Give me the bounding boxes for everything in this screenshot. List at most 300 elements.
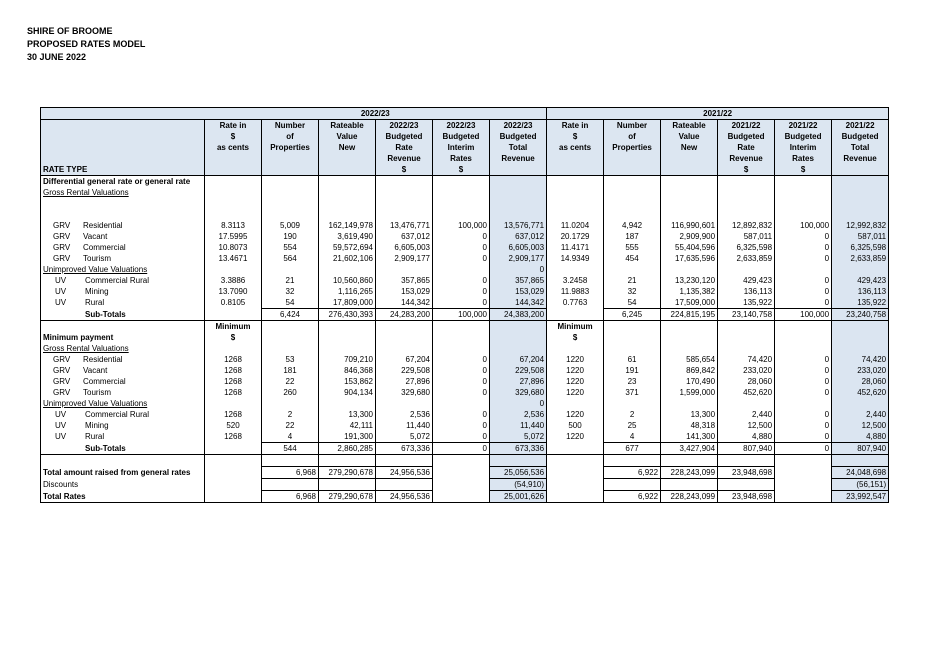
value-cell: 0 bbox=[775, 231, 832, 242]
subtotal-value: 23,140,758 bbox=[718, 309, 775, 321]
value-cell: 12,500 bbox=[832, 420, 889, 431]
value-cell bbox=[661, 398, 718, 409]
value-cell: 2,440 bbox=[832, 409, 889, 420]
value-cell bbox=[262, 264, 319, 275]
value-cell: 135,922 bbox=[832, 297, 889, 309]
value-cell bbox=[661, 264, 718, 275]
year-header-row bbox=[41, 108, 889, 120]
value-cell: 869,842 bbox=[661, 365, 718, 376]
column-heading: Total bbox=[832, 142, 889, 153]
value-cell: 6,325,598 bbox=[718, 242, 775, 253]
empty-cell bbox=[319, 455, 376, 467]
column-heading: $ bbox=[775, 164, 832, 176]
section-cell bbox=[433, 332, 490, 343]
empty-cell bbox=[490, 455, 547, 467]
value-cell: 3.2458 bbox=[547, 275, 604, 286]
value-cell: 709,210 bbox=[319, 354, 376, 365]
rate-code: UV bbox=[55, 421, 67, 430]
value-cell: 4 bbox=[604, 431, 661, 443]
column-heading: Rates bbox=[433, 153, 490, 164]
value-cell: 520 bbox=[205, 420, 262, 431]
row-label bbox=[41, 297, 205, 309]
value-cell: 1220 bbox=[547, 354, 604, 365]
row-label bbox=[41, 286, 205, 297]
value-cell: 0 bbox=[775, 253, 832, 264]
row-label bbox=[41, 365, 205, 376]
empty-cell bbox=[775, 187, 832, 198]
value-cell: 0 bbox=[775, 387, 832, 398]
subtotal-value bbox=[547, 443, 604, 455]
column-heading bbox=[205, 164, 262, 176]
empty-cell bbox=[376, 455, 433, 467]
section-cell bbox=[262, 321, 319, 333]
value-cell: 191 bbox=[604, 365, 661, 376]
column-heading: Total bbox=[490, 142, 547, 153]
value-cell bbox=[547, 398, 604, 409]
column-heading bbox=[547, 164, 604, 176]
empty-cell bbox=[490, 343, 547, 354]
value-cell: 22 bbox=[262, 420, 319, 431]
empty-cell bbox=[490, 198, 547, 209]
value-cell: 13,230,120 bbox=[661, 275, 718, 286]
value-cell bbox=[718, 264, 775, 275]
value-cell: 233,020 bbox=[832, 365, 889, 376]
column-heading: Rate in bbox=[547, 120, 604, 132]
empty-cell bbox=[319, 198, 376, 209]
section-cell: Minimum bbox=[547, 321, 604, 333]
column-heading: 2022/23 bbox=[490, 120, 547, 132]
empty-cell bbox=[205, 187, 262, 198]
value-cell: 2,440 bbox=[718, 409, 775, 420]
value-cell bbox=[262, 398, 319, 409]
empty-cell bbox=[661, 198, 718, 209]
value-cell: 0 bbox=[433, 286, 490, 297]
value-cell: 0 bbox=[433, 354, 490, 365]
rate-row bbox=[41, 354, 889, 365]
rate-name: Tourism bbox=[83, 388, 112, 397]
column-heading bbox=[490, 164, 547, 176]
empty-cell bbox=[262, 198, 319, 209]
value-cell: 5,009 bbox=[262, 220, 319, 231]
empty-cell bbox=[376, 187, 433, 198]
rate-name: Commercial Rural bbox=[85, 410, 150, 419]
subtotal-value bbox=[547, 309, 604, 321]
total-rates-row-value: 228,243,099 bbox=[661, 491, 718, 503]
value-cell: 141,300 bbox=[661, 431, 718, 443]
column-heading: Number bbox=[262, 120, 319, 132]
value-cell bbox=[319, 398, 376, 409]
value-cell: 153,862 bbox=[319, 376, 376, 387]
empty-cell bbox=[376, 343, 433, 354]
value-cell: 11.9883 bbox=[547, 286, 604, 297]
value-cell: 260 bbox=[262, 387, 319, 398]
value-cell: 25 bbox=[604, 420, 661, 431]
column-header-row bbox=[41, 142, 889, 153]
value-cell: 0 bbox=[775, 275, 832, 286]
column-heading: of bbox=[262, 131, 319, 142]
value-cell: 587,011 bbox=[832, 231, 889, 242]
subtotal-value: 3,427,904 bbox=[661, 443, 718, 455]
subtotal-value: 807,940 bbox=[718, 443, 775, 455]
value-cell: 1268 bbox=[205, 387, 262, 398]
value-cell: 0 bbox=[433, 242, 490, 253]
rate-code: GRV bbox=[53, 355, 71, 364]
empty-cell bbox=[547, 198, 604, 209]
rate-code: UV bbox=[55, 276, 67, 285]
column-heading: Rates bbox=[775, 153, 832, 164]
value-cell: 0 bbox=[433, 409, 490, 420]
row-label bbox=[41, 431, 205, 443]
value-cell: 17,635,596 bbox=[661, 253, 718, 264]
subtotal-value: 677 bbox=[604, 443, 661, 455]
empty-cell bbox=[718, 209, 775, 220]
subtotal-value bbox=[205, 309, 262, 321]
rate-name: Rural bbox=[85, 432, 105, 441]
value-cell: 100,000 bbox=[775, 220, 832, 231]
column-heading bbox=[832, 164, 889, 176]
value-cell: 116,990,601 bbox=[661, 220, 718, 231]
value-cell: 191,300 bbox=[319, 431, 376, 443]
subtotal-value: 23,240,758 bbox=[832, 309, 889, 321]
total-general-row bbox=[41, 467, 889, 479]
value-cell: 0 bbox=[433, 231, 490, 242]
value-cell: 637,012 bbox=[490, 231, 547, 242]
section-title-row bbox=[41, 176, 889, 188]
row-label bbox=[41, 198, 205, 209]
value-cell: 11.0204 bbox=[547, 220, 604, 231]
value-cell: 0 bbox=[433, 420, 490, 431]
value-cell: 54 bbox=[262, 297, 319, 309]
value-cell: 153,029 bbox=[376, 286, 433, 297]
value-cell: 0 bbox=[433, 431, 490, 443]
report-date: 30 JUNE 2022 bbox=[27, 52, 87, 62]
empty-cell bbox=[718, 455, 775, 467]
rate-row bbox=[41, 297, 889, 309]
report-title: SHIRE OF BROOME bbox=[27, 26, 113, 36]
value-cell: 2,633,859 bbox=[718, 253, 775, 264]
empty-cell bbox=[547, 343, 604, 354]
row-label bbox=[41, 354, 205, 365]
subtotal-row bbox=[41, 309, 889, 321]
value-cell: 13,300 bbox=[661, 409, 718, 420]
total-general-row-value: 24,956,536 bbox=[376, 467, 433, 479]
value-cell: 23 bbox=[604, 376, 661, 387]
section-cell bbox=[661, 332, 718, 343]
total-general-row-label: Total amount raised from general rates bbox=[41, 467, 205, 479]
column-heading bbox=[604, 153, 661, 164]
value-cell: 4,880 bbox=[832, 431, 889, 443]
empty-cell bbox=[832, 209, 889, 220]
column-header-row bbox=[41, 120, 889, 132]
column-heading: as cents bbox=[205, 142, 262, 153]
empty-cell bbox=[490, 187, 547, 198]
column-heading: Budgeted bbox=[433, 131, 490, 142]
value-cell: 17,509,000 bbox=[661, 297, 718, 309]
section-cell bbox=[490, 321, 547, 333]
section-cell: $ bbox=[547, 332, 604, 343]
value-cell: 1268 bbox=[205, 376, 262, 387]
value-cell: 2,633,859 bbox=[832, 253, 889, 264]
column-heading bbox=[319, 153, 376, 164]
value-cell: 4 bbox=[262, 431, 319, 443]
value-cell: 181 bbox=[262, 365, 319, 376]
rate-row bbox=[41, 286, 889, 297]
column-heading: Rate bbox=[718, 142, 775, 153]
total-general-row-value: 6,968 bbox=[262, 467, 319, 479]
rate-row bbox=[41, 376, 889, 387]
subtotal-value: 24,383,200 bbox=[490, 309, 547, 321]
column-heading: $ bbox=[718, 164, 775, 176]
value-cell: 153,029 bbox=[490, 286, 547, 297]
table-body bbox=[41, 120, 889, 503]
value-cell: 904,134 bbox=[319, 387, 376, 398]
rate-code: UV bbox=[55, 298, 67, 307]
value-cell: 329,680 bbox=[490, 387, 547, 398]
empty-cell bbox=[832, 198, 889, 209]
total-rates-row bbox=[41, 491, 889, 503]
total-general-row-value: 23,948,698 bbox=[718, 467, 775, 479]
rate-name: Mining bbox=[85, 421, 109, 430]
value-cell: 136,113 bbox=[832, 286, 889, 297]
value-cell: 357,865 bbox=[376, 275, 433, 286]
value-cell: 1220 bbox=[547, 431, 604, 443]
column-heading: Revenue bbox=[490, 153, 547, 164]
column-heading: $ bbox=[205, 131, 262, 142]
report-header bbox=[27, 25, 145, 64]
section-cell bbox=[433, 321, 490, 333]
value-cell: 54 bbox=[604, 297, 661, 309]
total-rates-row-value: 24,956,536 bbox=[376, 491, 433, 503]
value-cell: 6,605,003 bbox=[490, 242, 547, 253]
group-heading-row bbox=[41, 398, 889, 409]
total-general-row-value: 24,048,698 bbox=[832, 467, 889, 479]
rate-name: Rural bbox=[85, 298, 105, 307]
empty-cell bbox=[262, 209, 319, 220]
value-cell: 0 bbox=[775, 286, 832, 297]
value-cell: 1220 bbox=[547, 365, 604, 376]
rate-code: GRV bbox=[53, 232, 71, 241]
subtotal-value: 100,000 bbox=[775, 309, 832, 321]
subtotal-value: 100,000 bbox=[433, 309, 490, 321]
subtotal-value: 544 bbox=[262, 443, 319, 455]
value-cell: 42,111 bbox=[319, 420, 376, 431]
total-rates-row-value: 23,992,547 bbox=[832, 491, 889, 503]
empty-cell bbox=[433, 187, 490, 198]
empty-cell bbox=[718, 198, 775, 209]
empty-cell bbox=[604, 455, 661, 467]
rate-code: GRV bbox=[53, 254, 71, 263]
empty-cell bbox=[661, 455, 718, 467]
rate-code: UV bbox=[55, 410, 67, 419]
empty-cell bbox=[433, 198, 490, 209]
rate-code: UV bbox=[55, 432, 67, 441]
section-title: Differential general rate or general rate bbox=[41, 176, 205, 188]
row-label bbox=[41, 220, 205, 231]
empty-cell bbox=[262, 187, 319, 198]
column-header-row bbox=[41, 153, 889, 164]
uv-heading: Unimproved Value Valuations bbox=[41, 264, 205, 275]
rate-row bbox=[41, 220, 889, 231]
column-heading: 2022/23 bbox=[433, 120, 490, 132]
empty-cell bbox=[319, 187, 376, 198]
value-cell bbox=[433, 398, 490, 409]
column-heading: New bbox=[319, 142, 376, 153]
value-cell: 17,809,000 bbox=[319, 297, 376, 309]
empty-cell bbox=[433, 209, 490, 220]
total-general-row-value bbox=[205, 467, 262, 479]
value-cell: 429,423 bbox=[832, 275, 889, 286]
section-cell bbox=[718, 332, 775, 343]
empty-cell bbox=[547, 455, 604, 467]
row-label bbox=[41, 231, 205, 242]
discounts-row bbox=[41, 479, 889, 491]
empty-cell bbox=[376, 209, 433, 220]
value-cell: 1220 bbox=[547, 376, 604, 387]
spacer-row bbox=[41, 455, 889, 467]
value-cell: 144,342 bbox=[490, 297, 547, 309]
value-cell: 32 bbox=[604, 286, 661, 297]
empty-cell bbox=[775, 343, 832, 354]
value-cell: 12,500 bbox=[718, 420, 775, 431]
subtotal-value: 6,424 bbox=[262, 309, 319, 321]
value-cell: 10,560,860 bbox=[319, 275, 376, 286]
value-cell: 55,404,596 bbox=[661, 242, 718, 253]
section-cell bbox=[376, 332, 433, 343]
empty-cell bbox=[604, 343, 661, 354]
rate-name: Tourism bbox=[83, 254, 112, 263]
group-heading-row bbox=[41, 343, 889, 354]
discounts-value: (56,151) bbox=[832, 479, 889, 491]
rate-row bbox=[41, 365, 889, 376]
section-cell bbox=[718, 321, 775, 333]
subtotal-value bbox=[205, 443, 262, 455]
rate-row bbox=[41, 253, 889, 264]
column-heading: 2021/22 bbox=[832, 120, 889, 132]
section-cell bbox=[490, 176, 547, 188]
empty-cell bbox=[547, 187, 604, 198]
value-cell: 1268 bbox=[205, 365, 262, 376]
column-heading: of bbox=[604, 131, 661, 142]
value-cell: 12,892,832 bbox=[718, 220, 775, 231]
value-cell: 5,072 bbox=[376, 431, 433, 443]
column-header-row bbox=[41, 131, 889, 142]
value-cell: 13,476,771 bbox=[376, 220, 433, 231]
value-cell: 2,536 bbox=[490, 409, 547, 420]
section-cell: $ bbox=[205, 332, 262, 343]
value-cell: 637,012 bbox=[376, 231, 433, 242]
discounts-value bbox=[262, 479, 319, 491]
value-cell: 3,619,490 bbox=[319, 231, 376, 242]
discounts-value bbox=[775, 479, 832, 491]
subtotal-value: 673,336 bbox=[490, 443, 547, 455]
value-cell: 0 bbox=[775, 242, 832, 253]
discounts-label: Discounts bbox=[41, 479, 205, 491]
empty-cell bbox=[775, 455, 832, 467]
section-cell bbox=[604, 321, 661, 333]
subtotal-value: 224,815,195 bbox=[661, 309, 718, 321]
empty-cell bbox=[775, 209, 832, 220]
section-cell bbox=[832, 332, 889, 343]
row-label bbox=[41, 275, 205, 286]
value-cell: 13.4671 bbox=[205, 253, 262, 264]
value-cell: 17.5995 bbox=[205, 231, 262, 242]
empty-cell bbox=[319, 209, 376, 220]
value-cell: 4,880 bbox=[718, 431, 775, 443]
column-heading: Rateable bbox=[661, 120, 718, 132]
section-cell bbox=[547, 176, 604, 188]
value-cell: 0.8105 bbox=[205, 297, 262, 309]
column-heading: $ bbox=[376, 164, 433, 176]
column-heading: Number bbox=[604, 120, 661, 132]
rate-row bbox=[41, 231, 889, 242]
section-cell bbox=[376, 321, 433, 333]
total-general-row-value: 25,056,536 bbox=[490, 467, 547, 479]
rate-name: Vacant bbox=[83, 366, 108, 375]
column-header-row bbox=[41, 164, 889, 176]
total-general-row-value bbox=[547, 467, 604, 479]
column-heading: Budgeted bbox=[376, 131, 433, 142]
header-spacer bbox=[41, 131, 205, 142]
empty-cell bbox=[718, 187, 775, 198]
section-cell: Minimum bbox=[205, 321, 262, 333]
rate-name: Commercial bbox=[83, 377, 126, 386]
total-general-row-value bbox=[775, 467, 832, 479]
empty-cell bbox=[262, 455, 319, 467]
value-cell: 32 bbox=[262, 286, 319, 297]
value-cell: 21,602,106 bbox=[319, 253, 376, 264]
empty-cell bbox=[718, 343, 775, 354]
column-heading: Value bbox=[319, 131, 376, 142]
discounts-value bbox=[433, 479, 490, 491]
value-cell: 13,300 bbox=[319, 409, 376, 420]
value-cell: 1268 bbox=[205, 409, 262, 420]
rate-name: Mining bbox=[85, 287, 109, 296]
value-cell: 22 bbox=[262, 376, 319, 387]
subtotal-value: 0 bbox=[433, 443, 490, 455]
value-cell: 27,896 bbox=[376, 376, 433, 387]
discounts-value: (54,910) bbox=[490, 479, 547, 491]
value-cell: 8.3113 bbox=[205, 220, 262, 231]
value-cell: 2,909,177 bbox=[376, 253, 433, 264]
value-cell: 27,896 bbox=[490, 376, 547, 387]
value-cell: 5,072 bbox=[490, 431, 547, 443]
section-cell bbox=[661, 176, 718, 188]
value-cell: 187 bbox=[604, 231, 661, 242]
empty-cell bbox=[205, 343, 262, 354]
value-cell: 59,572,694 bbox=[319, 242, 376, 253]
column-heading bbox=[604, 164, 661, 176]
rate-name: Vacant bbox=[83, 232, 108, 241]
column-heading: Rateable bbox=[319, 120, 376, 132]
year-heading-current: 2022/23 bbox=[205, 108, 547, 120]
subtotal-value: 24,283,200 bbox=[376, 309, 433, 321]
value-cell: 0 bbox=[433, 365, 490, 376]
value-cell: 61 bbox=[604, 354, 661, 365]
value-cell: 135,922 bbox=[718, 297, 775, 309]
value-cell: 2 bbox=[604, 409, 661, 420]
section-cell bbox=[319, 176, 376, 188]
header-spacer bbox=[41, 120, 205, 132]
total-rates-row-value: 25,001,626 bbox=[490, 491, 547, 503]
value-cell: 74,420 bbox=[832, 354, 889, 365]
rate-row bbox=[41, 409, 889, 420]
group-heading-row bbox=[41, 264, 889, 275]
header-spacer bbox=[41, 142, 205, 153]
discounts-value bbox=[376, 479, 433, 491]
value-cell: 162,149,978 bbox=[319, 220, 376, 231]
value-cell: 585,654 bbox=[661, 354, 718, 365]
value-cell: 229,508 bbox=[490, 365, 547, 376]
